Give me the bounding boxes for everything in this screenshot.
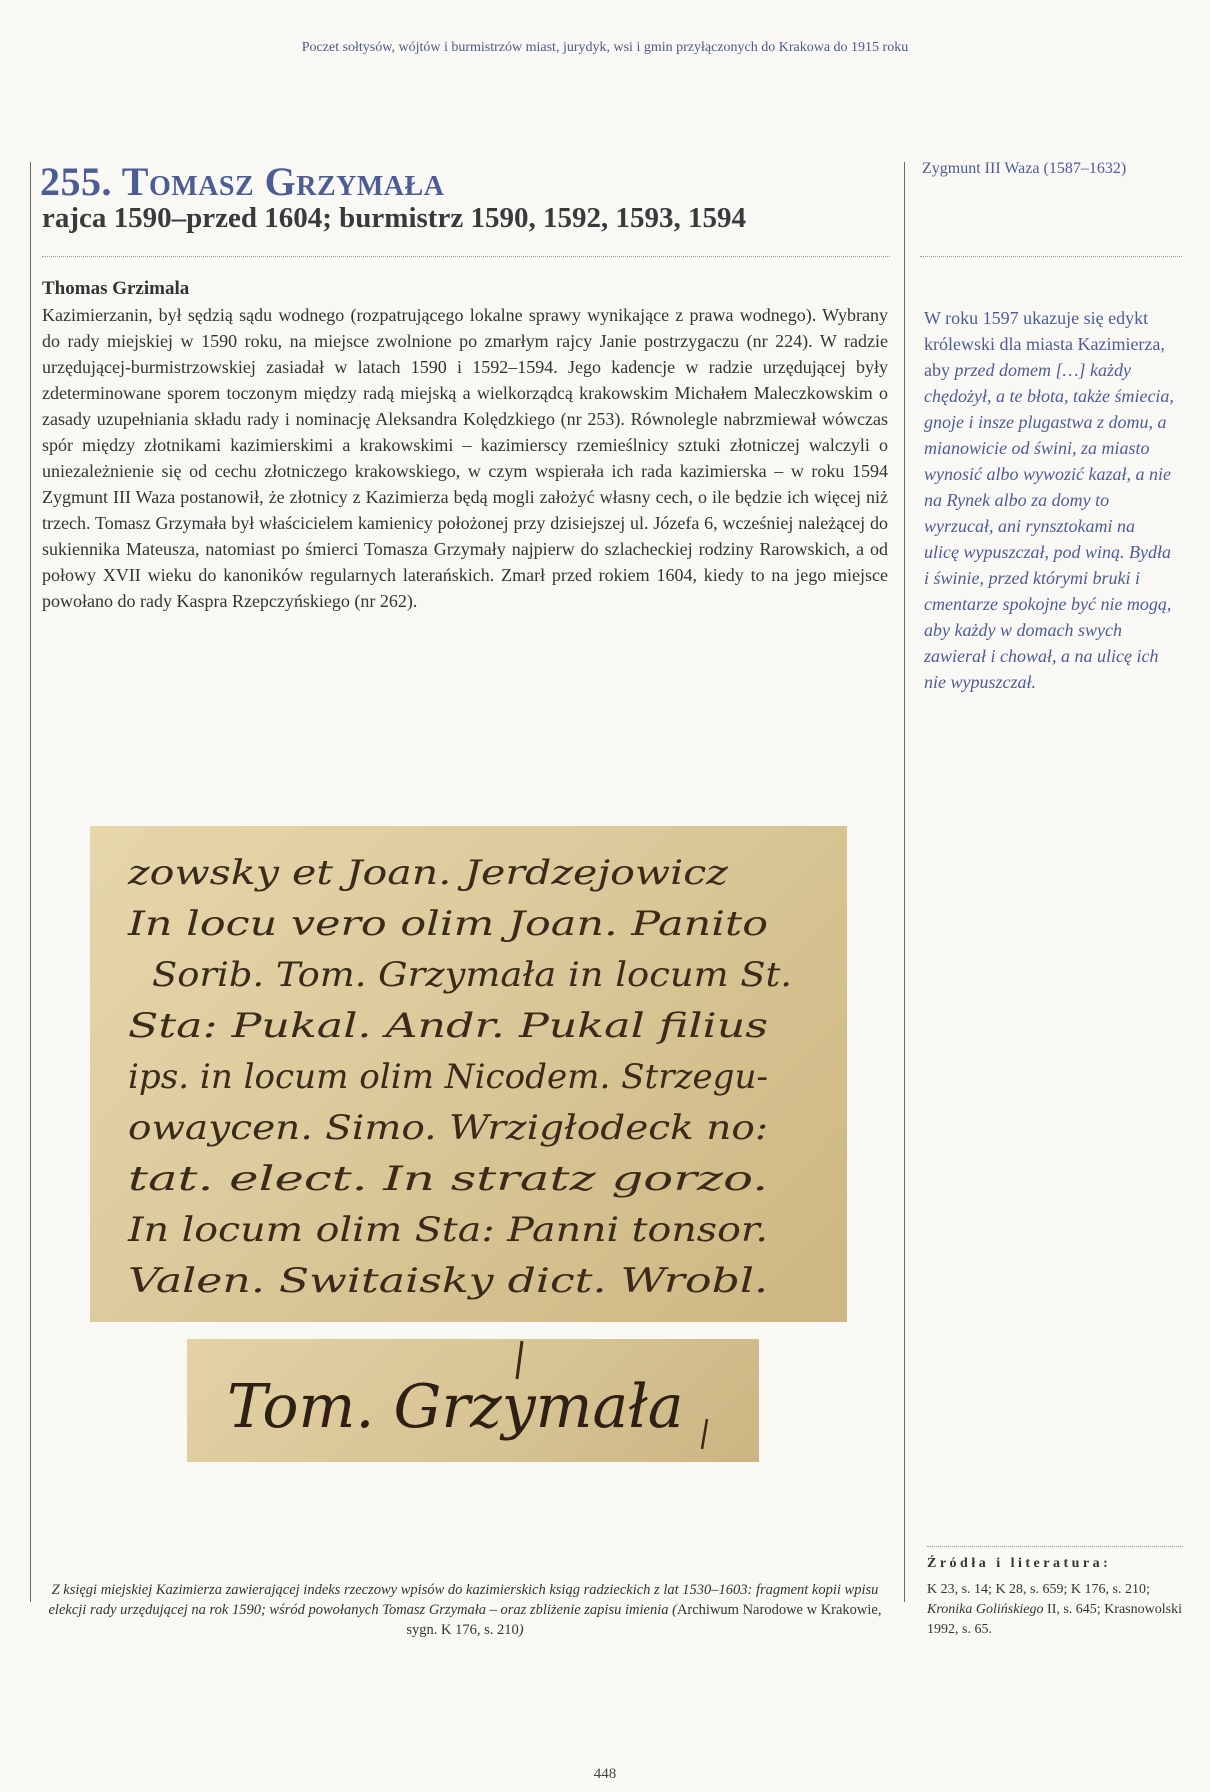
quote-italic: przed domem […] każdy chędożył, a te błota, także śmiecia, gnoje i insze plugastwa z domu, a mianowicie od świni, za miasto wynosić albo wywozić kazał, a nie na Rynek albo za domy to wyrzucał, ani rynsztokami na ulicę wypuszczał, pod winą. Bydła i świnie, przed którymi bruki i cmentarze spokojne być nie mogą, aby każdy w domach swych zawierał i chował, a na ulicę ich nie wypuszczał.: [924, 360, 1174, 692]
left-column-rule: [30, 162, 31, 1602]
manuscript-image: [90, 826, 847, 1322]
running-header: Poczet sołtysów, wójtów i burmistrzów miast, jurydyk, wsi i gmin przyłączonych do Krakowa do 1915 roku: [301, 40, 909, 55]
sidebar-quote: [924, 305, 1174, 695]
sources-italic: Kronika Golińskiego: [927, 1602, 1044, 1617]
sources-part1: K 23, s. 14; K 28, s. 659; K 176, s. 210;: [927, 1582, 1150, 1597]
sidebar-ruler: Zygmunt III Waza (1587–1632): [922, 160, 1127, 177]
manuscript-line: ips. in locum olim Nicodem. Strzegu-: [128, 1057, 768, 1097]
column-divider: [904, 162, 905, 1602]
biography-text: Kazimierzanin, był sędzią sądu wodnego (rozpatrującego lokalne sprawy wynikające z prawa wodnego). Wybrany do rady miejskiej w 1590 roku, na miejsce zwolnione po zmarłym rajcy Janie postrzygaczu (nr 224). W radzie urzędującej-burmistrzowskiej zasiadał w latach 1590 i 1592–1594. Jego kadencje w radzie urzędującej były zdeterminowane sporem toczonym między radą miejską a wielkorządcą krakowskim Michałem Maleczkowskim o zasady uzupełniania składu rady i nominację Aleksandra Kolędzkiego (nr 253). Równolegle nabrzmiewał wówczas spór między złotnikami kazimierskimi a krakowskimi – kazimierscy rzemieślnicy sztuki złotniczej walczyli o uniezależnienie się od cechu złotniczego krakowskiego, w czym wspierała ich rada kazimierska – w roku 1594 Zygmunt III Waza postanowił, że złotnicy z Kazimierza będą mogli założyć własny cech, o ile będzie ich więcej niż trzech. Tomasz Grzymała był właścicielem kamienicy położonej przy dzisiejszej ul. Józefa 6, wcześniej należącej do sukiennika Mateusza, natomiast po śmierci Tomasza Grzymały najpierw do szlacheckiej rodziny Rarowskich, a od połowy XVII wieku do kanoników regularnych laterańskich. Zmarł przed rokiem 1604, kiedy to na jego miejsce powołano do rady Kaspra Rzepczyńskiego (nr 262).: [42, 305, 888, 611]
caption-prefix: Z księgi miejskiej Kazimierza zawierającej indeks rzeczowy wpisów do kazimierskich ksiąg radzieckich z lat 1530–1603: fragment kopii wpisu elekcji rady urzędującej na rok 1590; wśród powołanych Tomasz Grzymała – oraz zbliżenie zapisu imienia (: [48, 1582, 879, 1618]
title-separator: [42, 256, 890, 257]
manuscript-line: Sta: Pukal. Andr. Pukal filius: [128, 1006, 768, 1046]
caption-archive: Archiwum Narodowe w Krakowie, sygn. K 176, s. 210: [406, 1602, 882, 1638]
manuscript-line: In locum olim Sta: Panni tonsor.: [126, 1210, 768, 1250]
sources-list: [927, 1580, 1183, 1640]
manuscript-line: In locu vero olim Joan. Panito: [126, 904, 769, 944]
caption-suffix: ): [518, 1622, 524, 1638]
quote-intro: W roku 1597 ukazuje się edykt królewski dla miasta Kazimierza, aby: [924, 308, 1165, 380]
sources-heading: Źródła i literatura:: [927, 1556, 1112, 1571]
closeup-signature: Tom. Grzymała: [227, 1372, 684, 1442]
image-caption: [40, 1580, 890, 1640]
manuscript-closeup: [187, 1339, 759, 1462]
entry-title: 255. Tomasz Grzymała: [40, 159, 445, 204]
page-number: 448: [593, 1766, 617, 1782]
manuscript-line: owaycen. Simo. Wrzigłodeck no:: [128, 1108, 769, 1148]
sidebar-separator: [920, 256, 1182, 257]
latin-name: Thomas Grzimala: [42, 278, 190, 299]
sources-part2: II, s. 645; Krasnowolski 1992, s. 65.: [927, 1602, 1182, 1637]
manuscript-line: zowsky et Joan. Jerdzejowicz: [126, 853, 730, 893]
entry-subtitle: rajca 1590–przed 1604; burmistrz 1590, 1592, 1593, 1594: [42, 202, 746, 234]
manuscript-handwriting: [127, 853, 792, 1301]
manuscript-line: tat. elect. In stratz gorzo.: [128, 1159, 768, 1199]
sources-separator: [927, 1546, 1183, 1547]
manuscript-line: Sorib. Tom. Grzymała in locum St.: [152, 955, 792, 995]
manuscript-line: Valen. Switaisky dict. Wrobl.: [128, 1261, 768, 1301]
